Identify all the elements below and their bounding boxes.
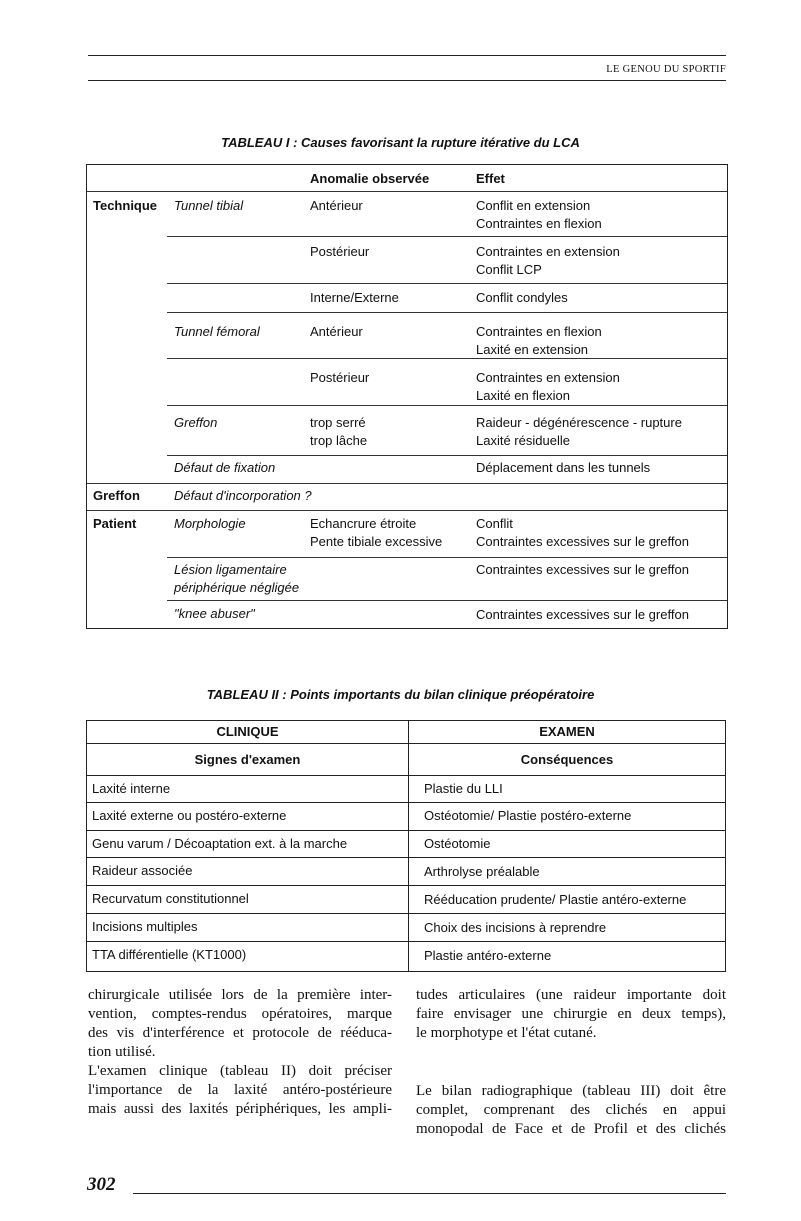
t1-rule <box>167 236 727 237</box>
t1-greffon-lache: trop lâche <box>310 433 368 448</box>
t1-rule <box>167 455 727 456</box>
text-line: l'importance de la laxité antéro-postérieure <box>88 1082 392 1098</box>
t2-rule <box>87 913 725 914</box>
t1-rule <box>167 557 727 558</box>
t2-consequence: Plastie antéro-externe <box>424 948 552 963</box>
t1-tunnel-tibial: Tunnel tibial <box>174 198 244 213</box>
t1-rule <box>87 483 727 484</box>
t1-tf-posterieur-effet2: Laxité en flexion <box>476 388 570 403</box>
t2-signe: Incisions multiples <box>92 919 198 934</box>
text-line: tion utilisé. <box>88 1044 156 1060</box>
text-line: chirurgicale utilisée lors de la première inter- <box>88 987 392 1003</box>
page-number: 302 <box>87 1174 116 1195</box>
t1-morph-effet2: Contraintes excessives sur le greffon <box>476 534 689 549</box>
t1-rule <box>167 312 727 313</box>
table1-caption: TABLEAU I : Causes favorisant la rupture itérative du LCA <box>221 135 580 150</box>
t2-signe: Genu varum / Décoaptation ext. à la marche <box>92 836 348 851</box>
t2-header-consequences: Conséquences <box>520 752 614 767</box>
t2-rule <box>87 857 725 858</box>
t1-tt-interne-externe: Interne/Externe <box>310 290 399 305</box>
t2-rule <box>87 743 725 744</box>
t1-greffon-effet1: Raideur - dégénérescence - rupture <box>476 415 682 430</box>
text-line: L'examen clinique (tableau II) doit préciser <box>88 1063 392 1079</box>
t1-tt-anterieur-effet1: Conflit en extension <box>476 198 591 213</box>
t1-technique: Technique <box>93 198 158 213</box>
t2-signe: Laxité externe ou postéro-externe <box>92 808 287 823</box>
t1-tt-interne-externe-effet: Conflit condyles <box>476 290 568 305</box>
body-left-column <box>88 986 392 1119</box>
t2-rule <box>87 885 725 886</box>
t2-header-signes: Signes d'examen <box>194 752 301 767</box>
t1-rule <box>167 600 727 601</box>
t1-tf-anterieur-effet1: Contraintes en flexion <box>476 324 602 339</box>
t1-tf-posterieur-effet1: Contraintes en extension <box>476 370 620 385</box>
t2-rule <box>87 775 725 776</box>
t2-signe: Recurvatum constitutionnel <box>92 891 249 906</box>
t1-knee-abuser-effet: Contraintes excessives sur le greffon <box>476 607 689 622</box>
t2-rule <box>87 802 725 803</box>
t2-consequence: Plastie du LLI <box>424 781 503 796</box>
t1-col-effet: Effet <box>476 171 505 186</box>
t1-col-anomalie: Anomalie observée <box>310 171 430 186</box>
body-right-column-a <box>416 986 726 1043</box>
t1-rule <box>87 191 727 192</box>
t2-signe: TTA différentielle (KT1000) <box>92 947 247 962</box>
text-line: monopodal de Face et de Profil et des clichés <box>416 1121 726 1137</box>
t1-rule <box>167 405 727 406</box>
t1-knee-abuser: "knee abuser" <box>174 606 255 621</box>
t1-tunnel-femoral: Tunnel fémoral <box>174 324 260 339</box>
t1-morph-anomalie2: Pente tibiale excessive <box>310 534 443 549</box>
table2 <box>86 720 726 972</box>
running-title: LE GENOU DU SPORTIF <box>606 64 726 75</box>
text-line: Le bilan radiographique (tableau III) doit être <box>416 1083 726 1099</box>
t1-fixation-effet: Déplacement dans les tunnels <box>476 460 651 475</box>
t1-rule <box>87 510 727 511</box>
t1-greffon-tech: Greffon <box>174 415 218 430</box>
text-line: le morphotype et l'état cutané. <box>416 1025 597 1041</box>
t1-tt-posterieur-effet2: Conflit LCP <box>476 262 542 277</box>
table2-caption: TABLEAU II : Points importants du bilan clinique préopératoire <box>206 687 595 702</box>
t2-signe: Raideur associée <box>92 863 193 878</box>
t1-tt-anterieur: Antérieur <box>310 198 363 213</box>
t2-consequence: Rééducation prudente/ Plastie antéro-externe <box>424 892 687 907</box>
t1-rule <box>167 283 727 284</box>
t1-tf-anterieur-effet2: Laxité en extension <box>476 342 589 357</box>
t1-rule <box>167 358 727 359</box>
t2-signe: Laxité interne <box>92 781 171 796</box>
t1-tf-anterieur: Antérieur <box>310 324 363 339</box>
text-line: tudes articulaires (une raideur importante doit <box>416 987 726 1003</box>
t1-greffon-effet2: Laxité résiduelle <box>476 433 570 448</box>
t1-morph-anomalie1: Echancrure étroite <box>310 516 417 531</box>
header-rule-bottom <box>88 80 726 81</box>
t2-rule <box>87 830 725 831</box>
t2-consequence: Ostéotomie/ Plastie postéro-externe <box>424 808 632 823</box>
t1-tf-posterieur: Postérieur <box>310 370 370 385</box>
text-line: mais aussi des laxités périphériques, les ampli- <box>88 1101 392 1117</box>
t1-tt-posterieur: Postérieur <box>310 244 370 259</box>
table1 <box>86 164 728 629</box>
text-line: des vis d'interférence et protocole de rééduca- <box>88 1025 392 1041</box>
header-rule-top <box>88 55 726 56</box>
t2-header-clinique: CLINIQUE <box>216 724 279 739</box>
t1-lesion-line1: Lésion ligamentaire <box>174 562 287 577</box>
t1-incorporation: Défaut d'incorporation ? <box>174 488 312 503</box>
t1-greffon-serre: trop serré <box>310 415 366 430</box>
t1-greffon: Greffon <box>93 488 140 503</box>
t1-lesion-line2: périphérique négligée <box>174 580 300 595</box>
t1-morphologie: Morphologie <box>174 516 246 531</box>
text-line: faire envisager une chirurgie en deux temps), <box>416 1006 726 1022</box>
t1-patient: Patient <box>93 516 137 531</box>
t2-rule <box>87 941 725 942</box>
t1-tt-posterieur-effet1: Contraintes en extension <box>476 244 620 259</box>
t1-lesion-effet: Contraintes excessives sur le greffon <box>476 562 689 577</box>
text-line: complet, comprenant des clichés en appui <box>416 1102 726 1118</box>
t1-fixation: Défaut de fixation <box>174 460 276 475</box>
t1-morph-effet1: Conflit <box>476 516 513 531</box>
t2-consequence: Ostéotomie <box>424 836 491 851</box>
t2-consequence: Arthrolyse préalable <box>424 864 540 879</box>
body-right-column-b <box>416 1082 726 1139</box>
text-line: vention, comptes-rendus opératoires, marque <box>88 1006 392 1022</box>
t2-header-examen: EXAMEN <box>539 724 595 739</box>
t2-consequence: Choix des incisions à reprendre <box>424 920 607 935</box>
t1-tt-anterieur-effet2: Contraintes en flexion <box>476 216 602 231</box>
footer-rule <box>133 1193 726 1194</box>
